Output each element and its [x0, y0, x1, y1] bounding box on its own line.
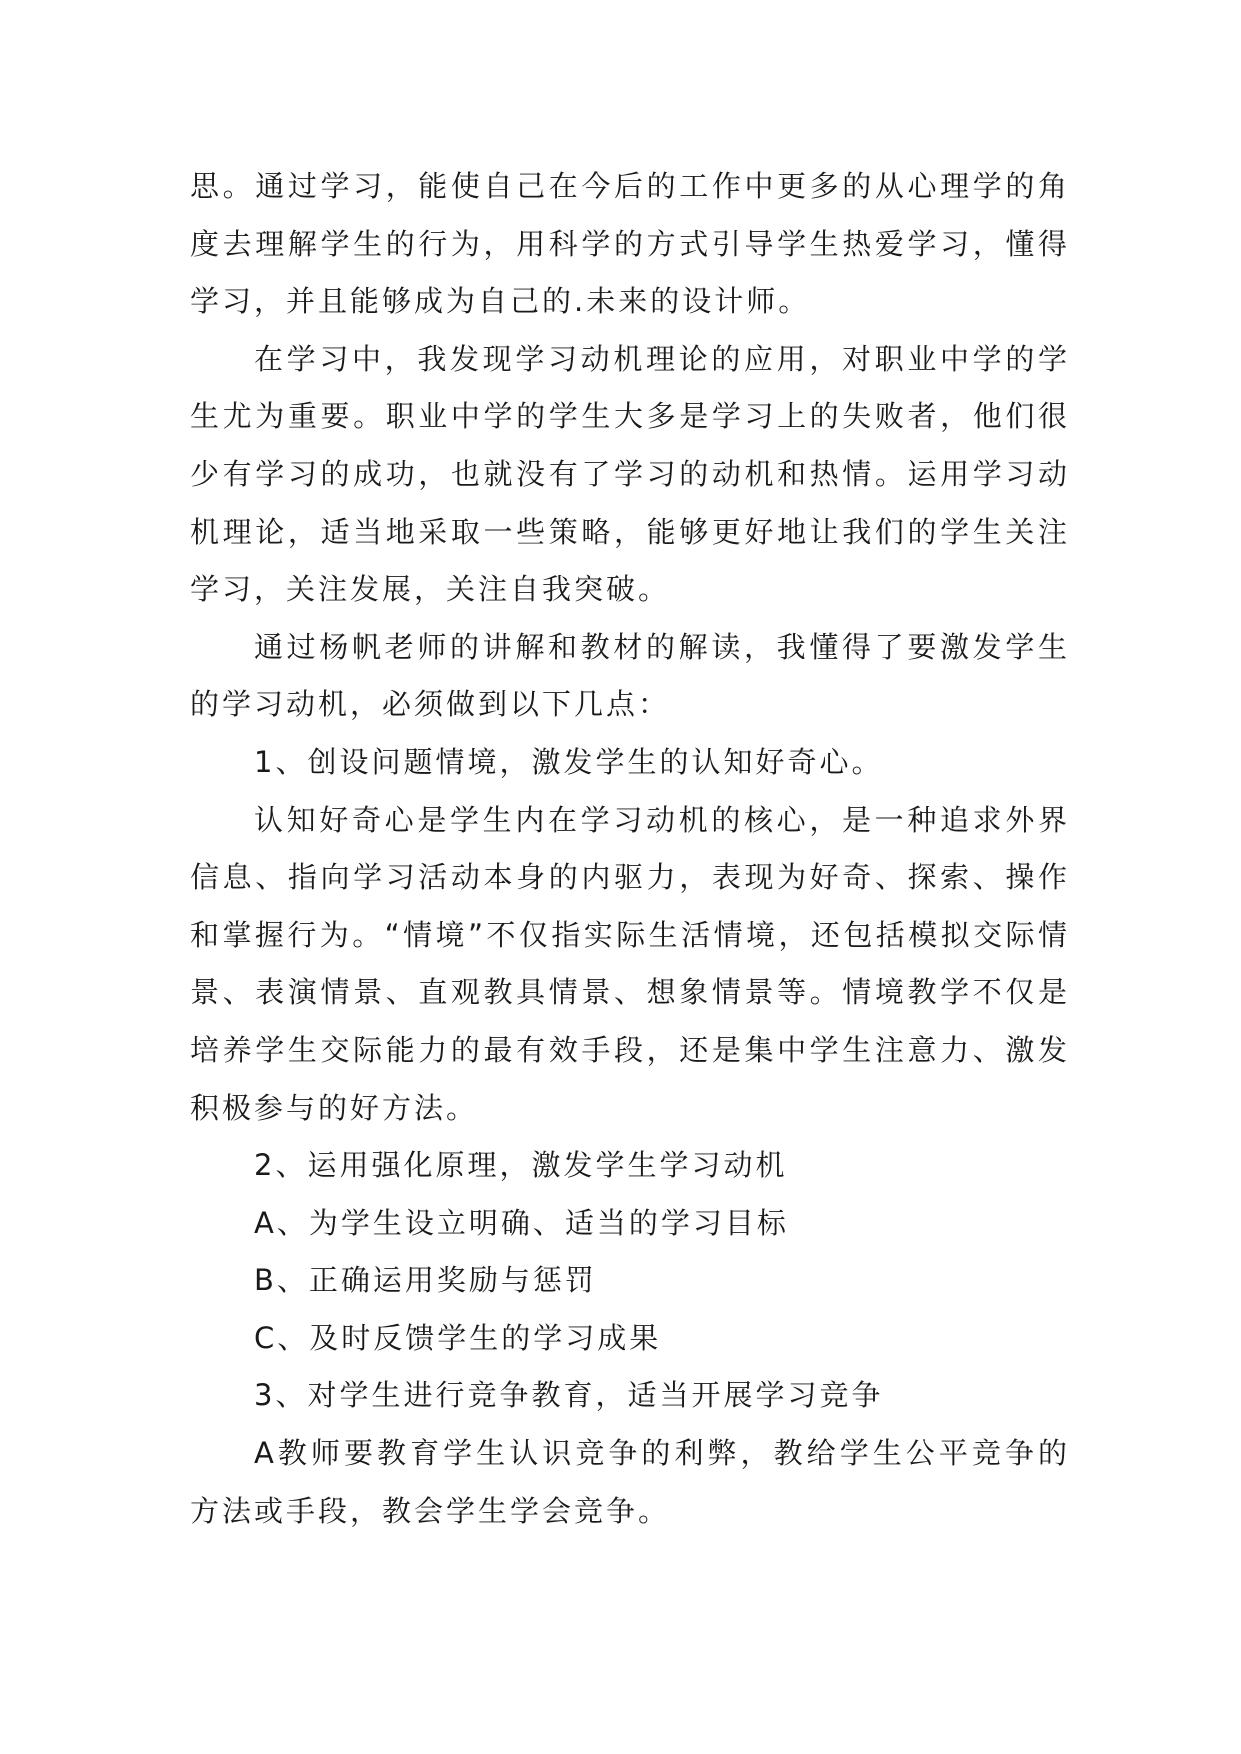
- paragraph: 通过杨帆老师的讲解和教材的解读，我懂得了要激发学生的学习动机，必须做到以下几点：: [190, 629, 1070, 722]
- paragraph: 在学习中，我发现学习动机理论的应用，对职业中学的学生尤为重要。职业中学的学生大多是学习上的失败者，他们很少有学习的成功，也就没有了学习的动机和热情。运用学习动机理论，适当地采取一些策略，能够更好地让我们的学生关注学习，关注发展，关注自我突破。: [190, 341, 1070, 607]
- list-subitem-a: A、为学生设立明确、适当的学习目标: [254, 1205, 789, 1240]
- list-heading-3: 3、对学生进行竞争教育，适当开展学习竞争: [254, 1378, 884, 1413]
- list-subitem-c: C、及时反馈学生的学习成果: [254, 1320, 662, 1355]
- document-body: [190, 158, 1070, 1540]
- paragraph: 认知好奇心是学生内在学习动机的核心，是一种追求外界信息、指向学习活动本身的内驱力，表现为好奇、探索、操作和掌握行为。“情境”不仅指实际生活情境，还包括模拟交际情景、表演情景、直观教具情景、想象情景等。情境教学不仅是培养学生交际能力的最有效手段，还是集中学生注意力、激发积极参与的好方法。: [190, 802, 1070, 1125]
- list-subitem-b: B、正确运用奖励与惩罚: [254, 1263, 597, 1298]
- list-heading-2: 2、运用强化原理，激发学生学习动机: [254, 1148, 788, 1183]
- paragraph: 思。通过学习，能使自己在今后的工作中更多的从心理学的角度去理解学生的行为，用科学的方式引导学生热爱学习，懂得学习，并且能够成为自己的.未来的设计师。: [190, 169, 1070, 319]
- list-heading-1: 1、创设问题情境，激发学生的认知好奇心。: [254, 744, 884, 779]
- paragraph: A教师要教育学生认识竞争的利弊，教给学生公平竞争的方法或手段，教会学生学会竞争。: [190, 1436, 1070, 1528]
